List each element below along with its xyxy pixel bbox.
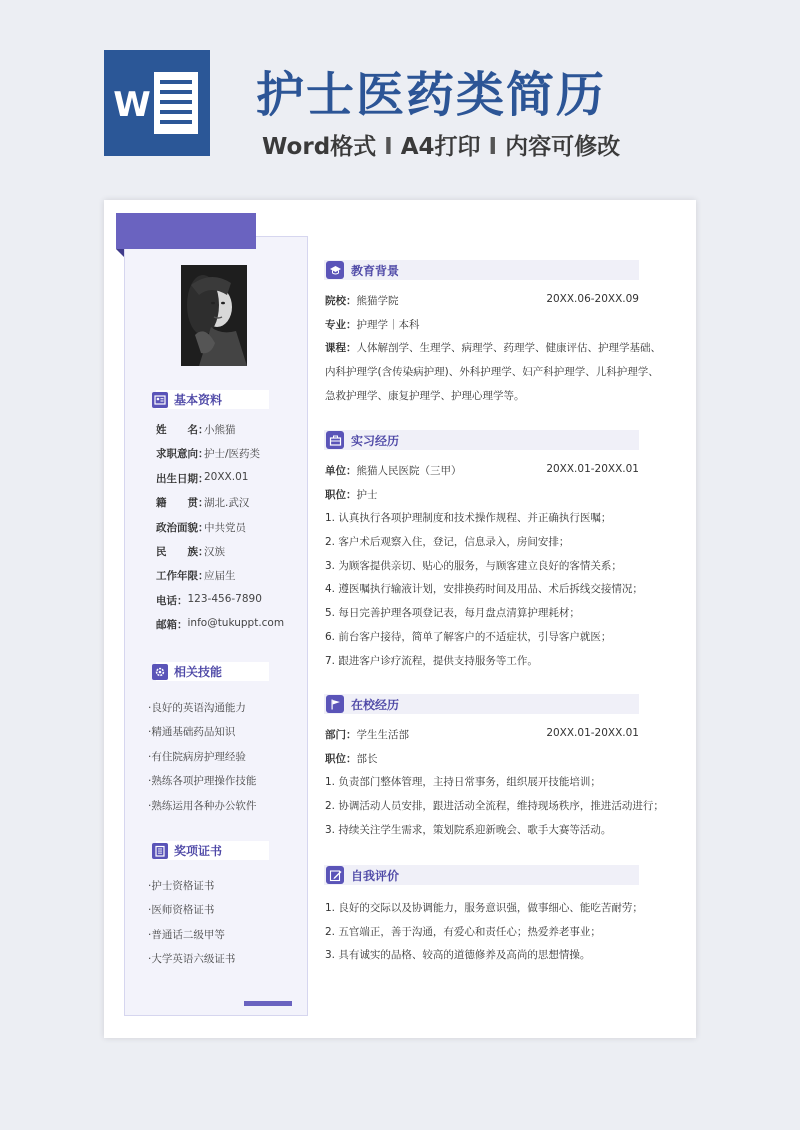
duty-item: 1. 负责部门整体管理，主持日常事务，组织展开技能培训；	[325, 776, 601, 789]
info-value: 20XX.01	[204, 470, 249, 483]
certs-list	[148, 878, 235, 976]
campus-block	[325, 727, 664, 845]
school-row	[325, 293, 645, 317]
info-key: 邮箱：	[156, 619, 188, 632]
course-line: 急救护理学、康复护理学、护理心理学等。	[325, 389, 525, 402]
school-label: 院校：	[325, 295, 357, 307]
position-label: 职位：	[325, 488, 357, 501]
resume-page	[104, 200, 696, 1038]
certs-header	[156, 841, 269, 860]
info-row	[156, 617, 284, 641]
education-block	[325, 293, 661, 411]
duty-item: 5. 每日完善护理各项登记表，每月盘点清算护理耗材；	[325, 607, 580, 620]
duty-item: 1. 认真执行各项护理制度和技术操作规程、并正确执行医嘱；	[325, 512, 612, 525]
skills-header	[156, 662, 269, 681]
info-key: 政治面貌：	[156, 521, 209, 534]
major-value: 护理学｜本科	[356, 318, 420, 331]
info-value: 护士/医药类	[204, 448, 261, 461]
cert-item: ·医师资格证书	[148, 904, 215, 917]
info-value: 汉族	[204, 545, 225, 558]
info-key: 籍 贯：	[156, 497, 209, 510]
word-icon-letter: W	[113, 85, 151, 125]
cert-item: ·护士资格证书	[148, 880, 215, 892]
duty-item: 7. 跟进客户诊疗流程，提供支持服务等工作。	[325, 654, 538, 667]
info-row	[156, 593, 284, 617]
duty-item: 4. 遵医嘱执行输液计划，安排换药时间及用品、术后拆线交接情况；	[325, 583, 643, 596]
skill-item: ·熟练运用各种办公软件	[148, 799, 257, 812]
subtitle-part: 内容可修改	[505, 134, 621, 160]
info-row	[156, 495, 284, 519]
info-key: 工作年限：	[156, 570, 209, 583]
position-row	[325, 751, 645, 775]
info-key: 求职意向：	[156, 448, 209, 461]
id-card-icon	[152, 392, 168, 408]
subtitle-part: A4打印	[400, 134, 481, 160]
self-eval-item: 1. 良好的交际以及协调能力，服务意识强，做事细心、能吃苦耐劳；	[325, 902, 643, 914]
course-label: 课程：	[325, 342, 357, 355]
skills-list	[148, 700, 256, 822]
unit-value: 熊猫人民医院（三甲）	[356, 465, 462, 477]
profile-photo	[181, 265, 247, 366]
school-value: 熊猫学院	[356, 295, 399, 307]
skill-item: ·熟练各项护理操作技能	[148, 775, 257, 788]
course-line: 人体解剖学、生理学、病理学、药理学、健康评估、护理学基础、	[356, 342, 661, 355]
internship-date: 20XX.01-20XX.01	[546, 463, 639, 475]
edit-icon	[326, 866, 344, 884]
briefcase-icon	[326, 431, 344, 449]
course-line: 内科护理学(含传染病护理)、外科护理学、妇产科护理学、儿科护理学、	[325, 366, 659, 379]
major-row	[325, 317, 645, 341]
info-value: 应届生	[204, 570, 236, 583]
info-row	[156, 422, 284, 446]
subtitle-sep: I	[384, 134, 393, 160]
info-value: 小熊猫	[204, 424, 236, 436]
position-row	[325, 487, 645, 511]
info-key: 民 族：	[156, 545, 209, 558]
corner-tab-decoration	[116, 213, 256, 249]
cert-item: ·大学英语六级证书	[148, 953, 236, 966]
basic-info-title: 基本资料	[174, 393, 223, 407]
self-eval-block	[325, 900, 645, 971]
skill-item: ·良好的英语沟通能力	[148, 702, 246, 714]
campus-date: 20XX.01-20XX.01	[546, 727, 639, 739]
unit-row	[325, 463, 645, 487]
banner-title: 护士医药类简历	[256, 67, 607, 123]
duty-item: 6. 前台客户接待，简单了解客户的不适症状，引导客户就医；	[325, 630, 612, 643]
flag-icon	[326, 695, 344, 713]
internship-header	[324, 430, 639, 450]
dept-row	[325, 727, 645, 751]
position-label: 职位：	[325, 752, 357, 765]
course-row	[325, 340, 661, 364]
duty-item: 3. 持续关注学生需求，策划院系迎新晚会、歌手大赛等活动。	[325, 823, 612, 836]
info-row	[156, 471, 284, 495]
gear-icon	[152, 664, 168, 680]
internship-block	[325, 463, 645, 676]
info-row	[156, 568, 284, 592]
info-value: 湖北.武汉	[204, 497, 250, 510]
graduation-cap-icon	[326, 261, 344, 279]
info-row	[156, 446, 284, 470]
education-date: 20XX.06-20XX.09	[546, 293, 639, 305]
corner-fold-decoration	[116, 249, 124, 257]
basic-info-header	[156, 390, 269, 409]
skills-title: 相关技能	[174, 665, 223, 679]
info-value: 123-456-7890	[187, 592, 262, 605]
campus-title: 在校经历	[351, 697, 400, 712]
self-eval-title: 自我评价	[351, 868, 400, 883]
info-row	[156, 520, 284, 544]
education-header	[324, 260, 639, 280]
internship-title: 实习经历	[351, 433, 400, 448]
info-key: 姓 名：	[156, 424, 209, 436]
info-row	[156, 544, 284, 568]
skill-item: ·精通基础药品知识	[148, 726, 236, 739]
info-key: 出生日期：	[156, 472, 209, 485]
duty-item: 2. 协调活动人员安排，跟进活动全流程，维持现场秩序，推进活动进行；	[325, 800, 664, 813]
duty-item: 2. 客户术后观察入住，登记，信息录入，房间安排；	[325, 536, 570, 549]
info-value: info@tukuppt.com	[187, 617, 285, 630]
banner-subtitle	[262, 128, 620, 161]
self-eval-item: 2. 五官端正，善于沟通，有爱心和责任心；热爱养老事业；	[325, 925, 601, 938]
education-title: 教育背景	[351, 263, 400, 278]
info-key: 电话：	[156, 594, 188, 607]
position-value: 护士	[356, 488, 378, 501]
cert-item: ·普通话二级甲等	[148, 928, 225, 941]
skill-item: ·有住院病房护理经验	[148, 750, 246, 763]
dept-label: 部门：	[325, 729, 357, 741]
duty-item: 3. 为顾客提供亲切、贴心的服务，与顾客建立良好的客情关系；	[325, 559, 622, 572]
info-value: 中共党员	[204, 521, 246, 534]
basic-info-list	[156, 422, 284, 642]
campus-header	[324, 694, 639, 714]
major-label: 专业：	[325, 318, 357, 331]
subtitle-sep: I	[488, 134, 498, 160]
clipboard-icon	[152, 843, 168, 859]
self-eval-item: 3. 具有诚实的品格、较高的道德修养及高尚的思想情操。	[325, 949, 591, 962]
position-value: 部长	[356, 752, 378, 765]
certs-title: 奖项证书	[174, 844, 223, 858]
dept-value: 学生生活部	[356, 729, 409, 741]
unit-label: 单位：	[325, 465, 357, 477]
word-document-icon	[104, 50, 210, 156]
bottom-bar-decoration	[244, 1001, 292, 1006]
self-eval-header	[324, 865, 639, 885]
subtitle-part: Word格式	[262, 134, 377, 160]
